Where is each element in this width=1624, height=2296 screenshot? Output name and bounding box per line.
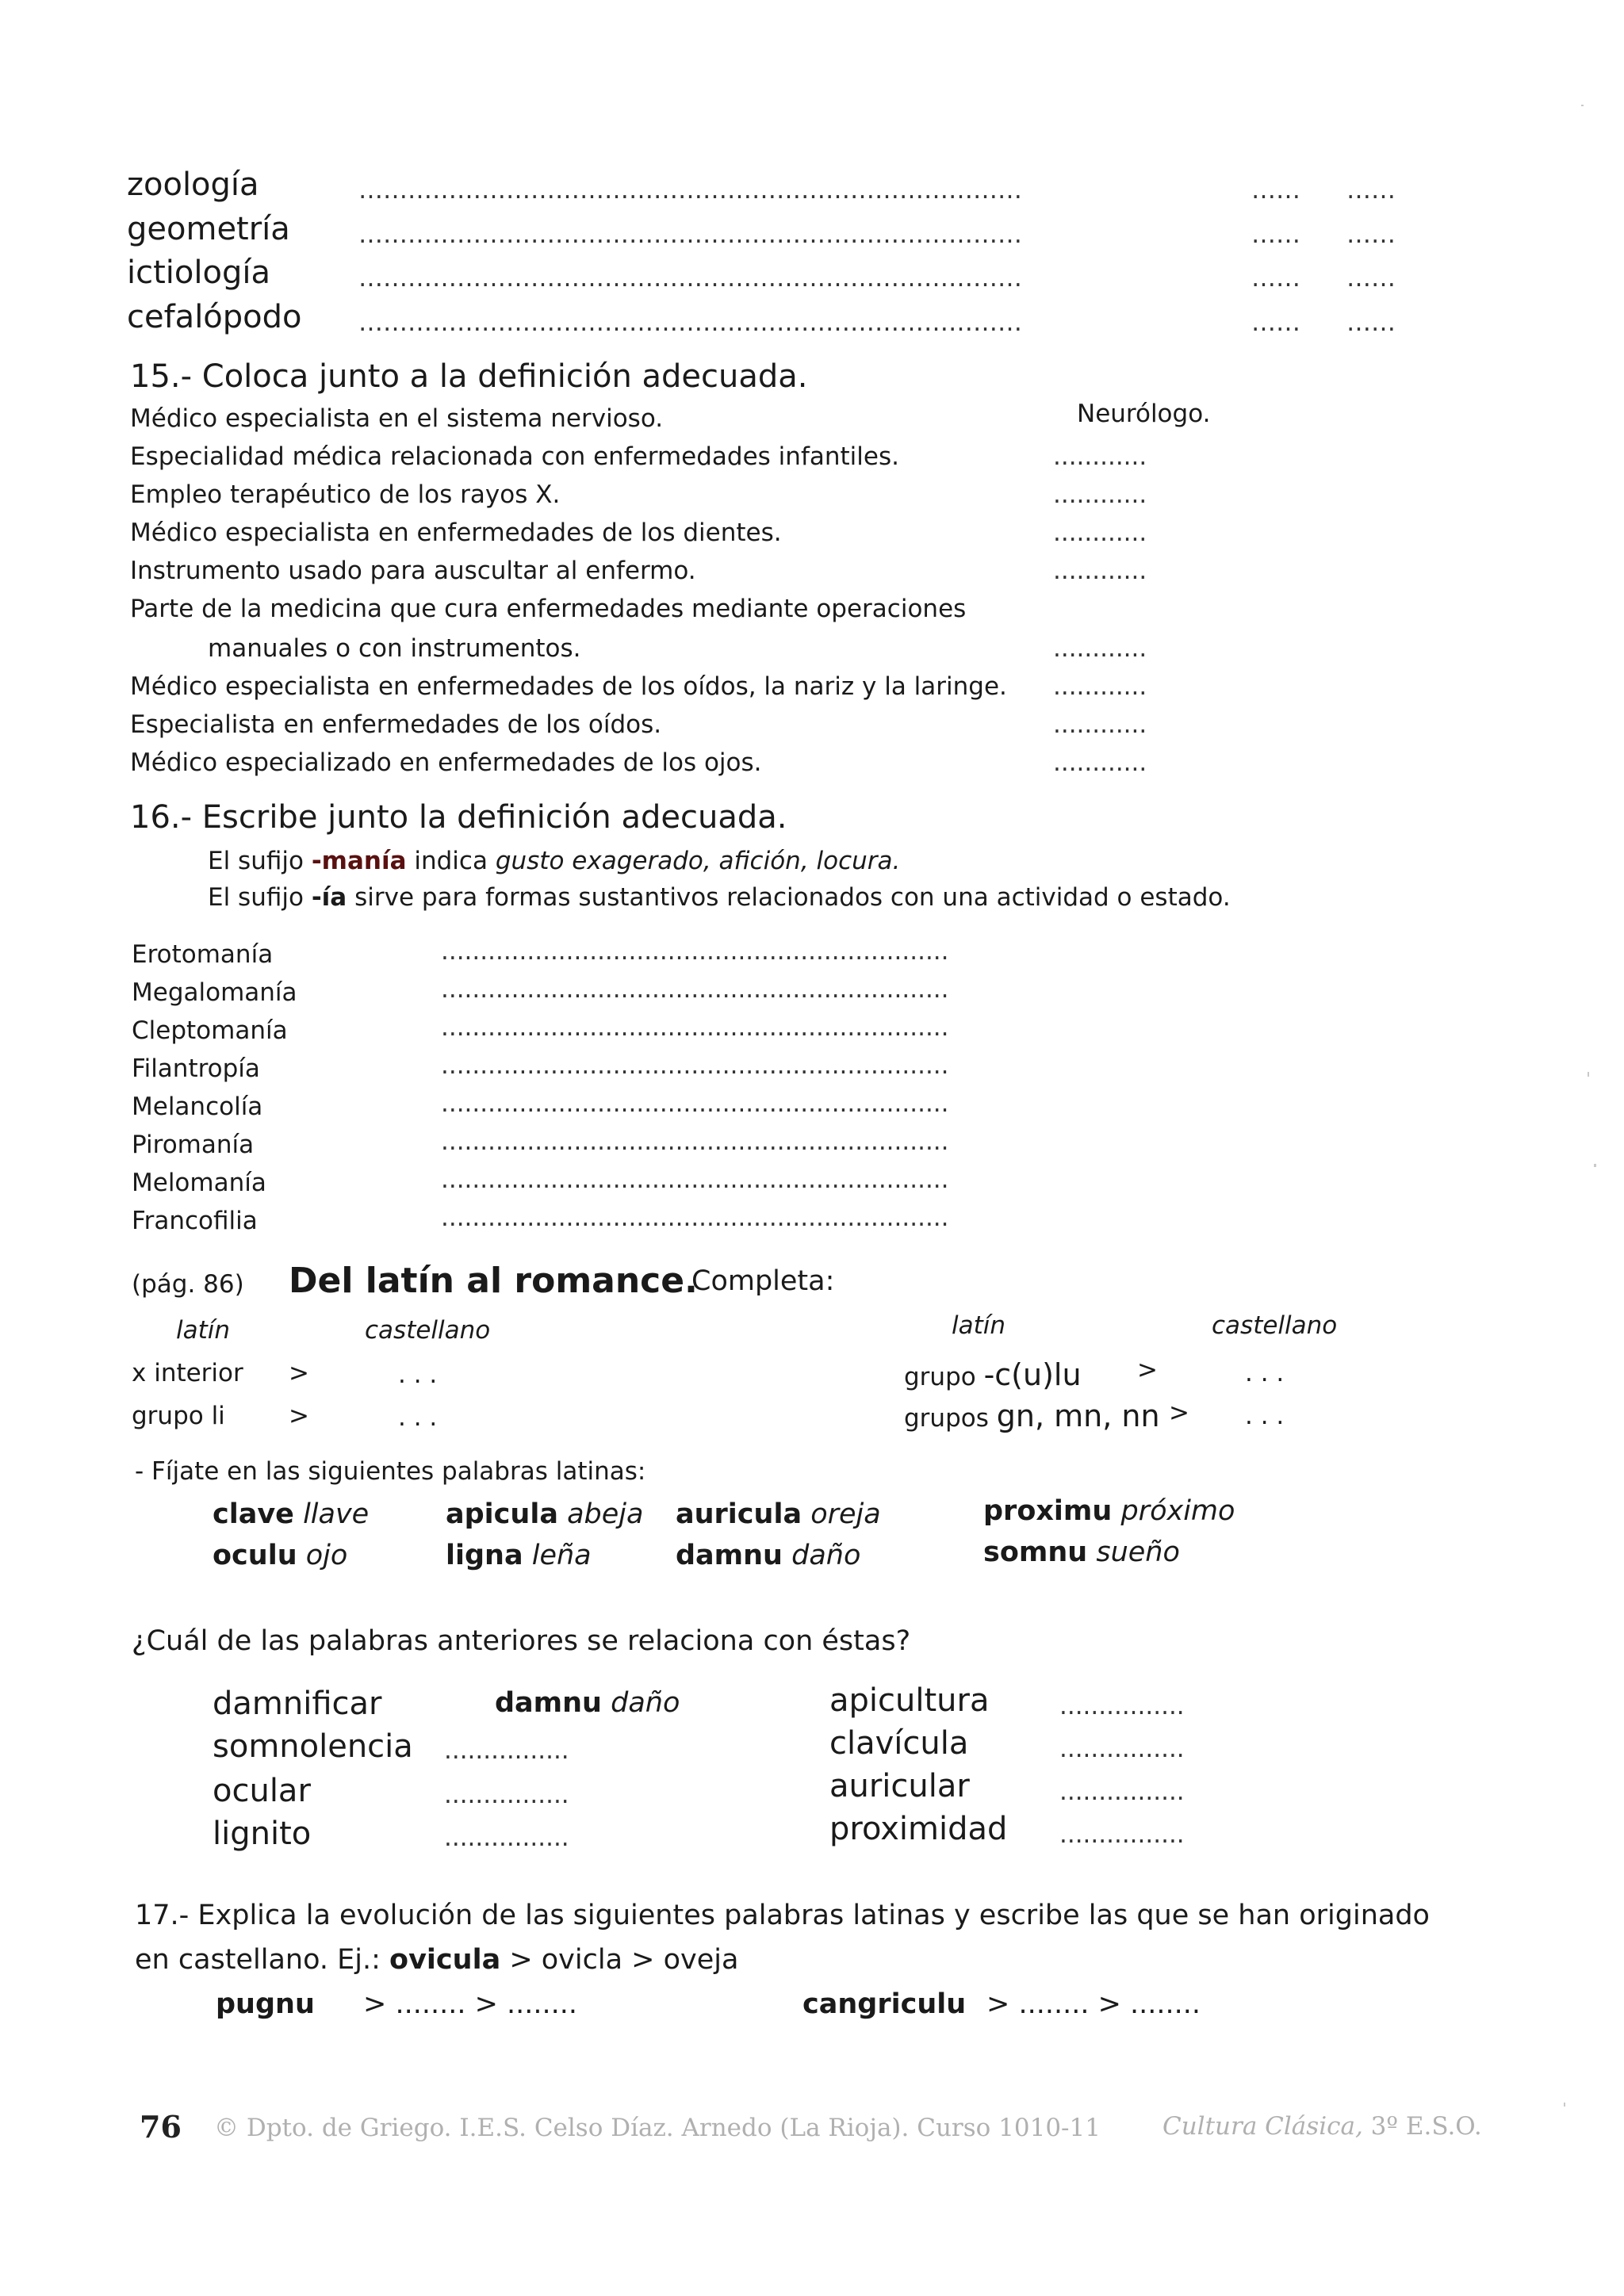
definition-answer: ............ (1053, 480, 1147, 509)
top-word: zoología (127, 166, 259, 203)
course-level: 3º E.S.O. (1362, 2112, 1482, 2141)
example-text: en castellano. Ej.: (135, 1944, 390, 1976)
spanish-word: daño (791, 1540, 861, 1571)
answer-dots: ................................................................. (441, 1051, 949, 1080)
exercise-16-title: 16.- Escribe junto la definición adecuada. (130, 799, 787, 836)
latin-word: damnu (676, 1540, 783, 1571)
definition-text: Especialidad médica relacionada con enfermedades infantiles. (130, 442, 899, 471)
answer-dots: ................................................................. (441, 1127, 949, 1156)
definition-answer: ............ (1053, 672, 1147, 701)
answer-dots: …… (1251, 176, 1300, 205)
related-word: proximidad (829, 1811, 1008, 1847)
definition-answer: ............ (1053, 748, 1147, 777)
note-text: El sufijo (208, 883, 312, 912)
section-heading: Del latín al romance. (289, 1261, 698, 1301)
definition-text: Empleo terapéutico de los rayos X. (130, 480, 561, 509)
related-word: lignito (213, 1816, 312, 1852)
related-answer (495, 1687, 680, 1719)
definition-text: Médico especialista en enfermedades de los dientes. (130, 519, 782, 547)
top-word: ictiología (127, 254, 270, 291)
fijate-instruction: - Fíjate en las siguientes palabras latinas: (135, 1457, 646, 1486)
page-reference: (pág. 86) (132, 1270, 244, 1299)
suffix: -ía (311, 883, 347, 912)
spanish-word: oreja (810, 1498, 881, 1530)
answer-dots: …… (1346, 220, 1396, 249)
scan-speck (1581, 105, 1584, 106)
spanish-word: abeja (567, 1498, 644, 1530)
suffix-word: Melomanía (132, 1169, 266, 1197)
definition-text: Médico especialista en el sistema nervioso. (130, 404, 664, 433)
rule-latin: grupo li (132, 1402, 225, 1430)
related-word: auricular (829, 1768, 970, 1804)
word-pair (213, 1540, 347, 1571)
suffix-word: Francofilia (132, 1207, 258, 1235)
rule-latin: x interior (132, 1359, 243, 1387)
word-pair (676, 1540, 860, 1571)
suffix-word: Melancolía (132, 1093, 263, 1121)
section-heading-tail: Completa: (691, 1265, 835, 1297)
spanish-word: leña (531, 1540, 592, 1571)
definition-answer: ............ (1053, 710, 1147, 739)
answer-dots: …… (1251, 308, 1300, 337)
definition-answer: ............ (1053, 634, 1147, 663)
suffix-note (208, 883, 1231, 912)
related-word: apicultura (829, 1682, 990, 1719)
word-pair (676, 1498, 881, 1530)
top-word: cefalópodo (127, 299, 302, 335)
rule-latin (904, 1357, 1082, 1392)
latin-word: oculu (213, 1540, 297, 1571)
latin-word: damnu (495, 1687, 602, 1719)
note-text: gusto exagerado, afición, locura. (495, 847, 901, 875)
answer-dots: ……………………………………………………………………… (358, 220, 1022, 249)
latin-word: auricula (676, 1498, 802, 1530)
note-text: indica (406, 847, 496, 875)
answer-dots: ................................................................. (441, 1089, 949, 1118)
answer-dots: ................ (1059, 1777, 1185, 1806)
evolution-chain: > ........ > ........ (986, 1988, 1201, 2020)
definition-answer: ............ (1053, 442, 1147, 471)
answer-dots: ................ (1059, 1735, 1185, 1763)
spanish-word: próximo (1120, 1495, 1235, 1527)
relation-question: ¿Cuál de las palabras anteriores se relaciona con éstas? (132, 1625, 911, 1657)
latin-word: ligna (446, 1540, 523, 1571)
word-pair (213, 1498, 369, 1530)
definition-text: Especialista en enfermedades de los oídos. (130, 710, 662, 739)
latin-word: apicula (446, 1498, 558, 1530)
answer-dots: ……………………………………………………………………… (358, 308, 1022, 337)
exercise-15-title: 15.- Coloca junto a la definición adecuada. (130, 358, 808, 395)
evolution-chain: > ........ > ........ (363, 1988, 578, 2020)
word-pair (446, 1498, 643, 1530)
rule-prefix: grupo (904, 1363, 984, 1391)
answer-dots: …… (1346, 176, 1396, 205)
top-word: geometría (127, 211, 290, 247)
footer-course (1162, 2112, 1482, 2141)
answer-dots: ................ (444, 1781, 569, 1809)
scan-speck (1564, 2103, 1565, 2107)
answer-dots: ................ (444, 1736, 569, 1765)
rule-blank: . . . (1245, 1359, 1285, 1387)
definition-text: Médico especialista en enfermedades de los oídos, la nariz y la laringe. (130, 672, 1007, 701)
definition-answer: Neurólogo. (1077, 400, 1211, 428)
answer-dots: …… (1346, 308, 1396, 337)
course-name: Cultura Clásica, (1162, 2112, 1363, 2141)
answer-dots: ................................................................. (441, 1013, 949, 1042)
answer-dots: ……………………………………………………………………… (358, 176, 1022, 205)
answer-dots: ................ (1059, 1692, 1185, 1720)
latin-word: proximu (983, 1495, 1113, 1527)
note-text: sirve para formas sustantivos relacionados con una actividad o estado. (347, 883, 1231, 912)
scan-speck (1588, 1072, 1589, 1077)
definition-text: Instrumento usado para auscultar al enfermo. (130, 557, 696, 585)
exercise-17-title: 17.- Explica la evolución de las siguientes palabras latinas y escribe las que se han originado (135, 1900, 1430, 1931)
answer-dots: ................................................................. (441, 1165, 949, 1194)
definition-text: Parte de la medicina que cura enfermedades mediante operaciones (130, 595, 967, 623)
definition-text: manuales o con instrumentos. (208, 634, 581, 663)
suffix-word: Cleptomanía (132, 1016, 288, 1045)
answer-dots: …… (1251, 264, 1300, 293)
rule-arrow: > (1169, 1399, 1189, 1427)
column-header: castellano (365, 1316, 491, 1345)
word-pair (983, 1536, 1180, 1568)
answer-dots: ................ (444, 1823, 569, 1852)
rule-blank: . . . (1245, 1402, 1285, 1430)
rule-arrow: > (289, 1359, 309, 1387)
suffix-note (208, 847, 900, 875)
related-word: clavícula (829, 1725, 969, 1762)
footer-credit: © Dpto. de Griego. I.E.S. Celso Díaz. Arnedo (La Rioja). Curso 1010-11 (214, 2114, 1101, 2142)
spanish-word: llave (303, 1498, 370, 1530)
latin-word: somnu (983, 1536, 1088, 1568)
word-pair (446, 1540, 592, 1571)
suffix: -manía (311, 847, 407, 875)
column-header: latín (176, 1316, 231, 1345)
column-header: latín (952, 1311, 1006, 1340)
example-word: ovicula (389, 1944, 501, 1976)
suffix-word: Piromanía (132, 1131, 255, 1159)
evolution-word: pugnu (216, 1988, 315, 2020)
rule-group: gn, mn, nn (996, 1399, 1160, 1433)
answer-dots: ................................................................. (441, 975, 949, 1004)
rule-blank: . . . (398, 1403, 438, 1432)
rule-prefix: grupos (904, 1404, 997, 1433)
related-word: ocular (213, 1773, 311, 1809)
note-text: El sufijo (208, 847, 312, 875)
related-word: damnificar (213, 1686, 382, 1722)
answer-dots: …… (1251, 220, 1300, 249)
scan-speck (1594, 1164, 1596, 1167)
rule-blank: . . . (398, 1360, 438, 1389)
related-word: somnolencia (213, 1728, 413, 1765)
definition-answer: ............ (1053, 519, 1147, 547)
word-pair (983, 1495, 1235, 1527)
exercise-17-example (135, 1944, 738, 1976)
definition-answer: ............ (1053, 557, 1147, 585)
spanish-word: daño (611, 1687, 680, 1719)
answer-dots: ................................................................. (441, 1203, 949, 1232)
answer-dots: ................ (1059, 1820, 1185, 1849)
suffix-word: Megalomanía (132, 978, 297, 1007)
rule-latin (904, 1399, 1160, 1433)
example-text: > ovicla > oveja (500, 1944, 739, 1976)
answer-dots: …… (1346, 264, 1396, 293)
page-number: 76 (140, 2109, 182, 2145)
evolution-word: cangriculu (802, 1988, 967, 2020)
spanish-word: ojo (305, 1540, 348, 1571)
answer-dots: ................................................................. (441, 937, 949, 966)
spanish-word: sueño (1096, 1536, 1180, 1568)
definition-text: Médico especializado en enfermedades de los ojos. (130, 748, 762, 777)
answer-dots: ……………………………………………………………………… (358, 264, 1022, 293)
suffix-word: Erotomanía (132, 940, 274, 969)
suffix-word: Filantropía (132, 1054, 260, 1083)
rule-arrow: > (1137, 1356, 1158, 1384)
rule-group: -c(u)lu (983, 1357, 1082, 1392)
latin-word: clave (213, 1498, 294, 1530)
column-header: castellano (1212, 1311, 1338, 1340)
rule-arrow: > (289, 1402, 309, 1430)
